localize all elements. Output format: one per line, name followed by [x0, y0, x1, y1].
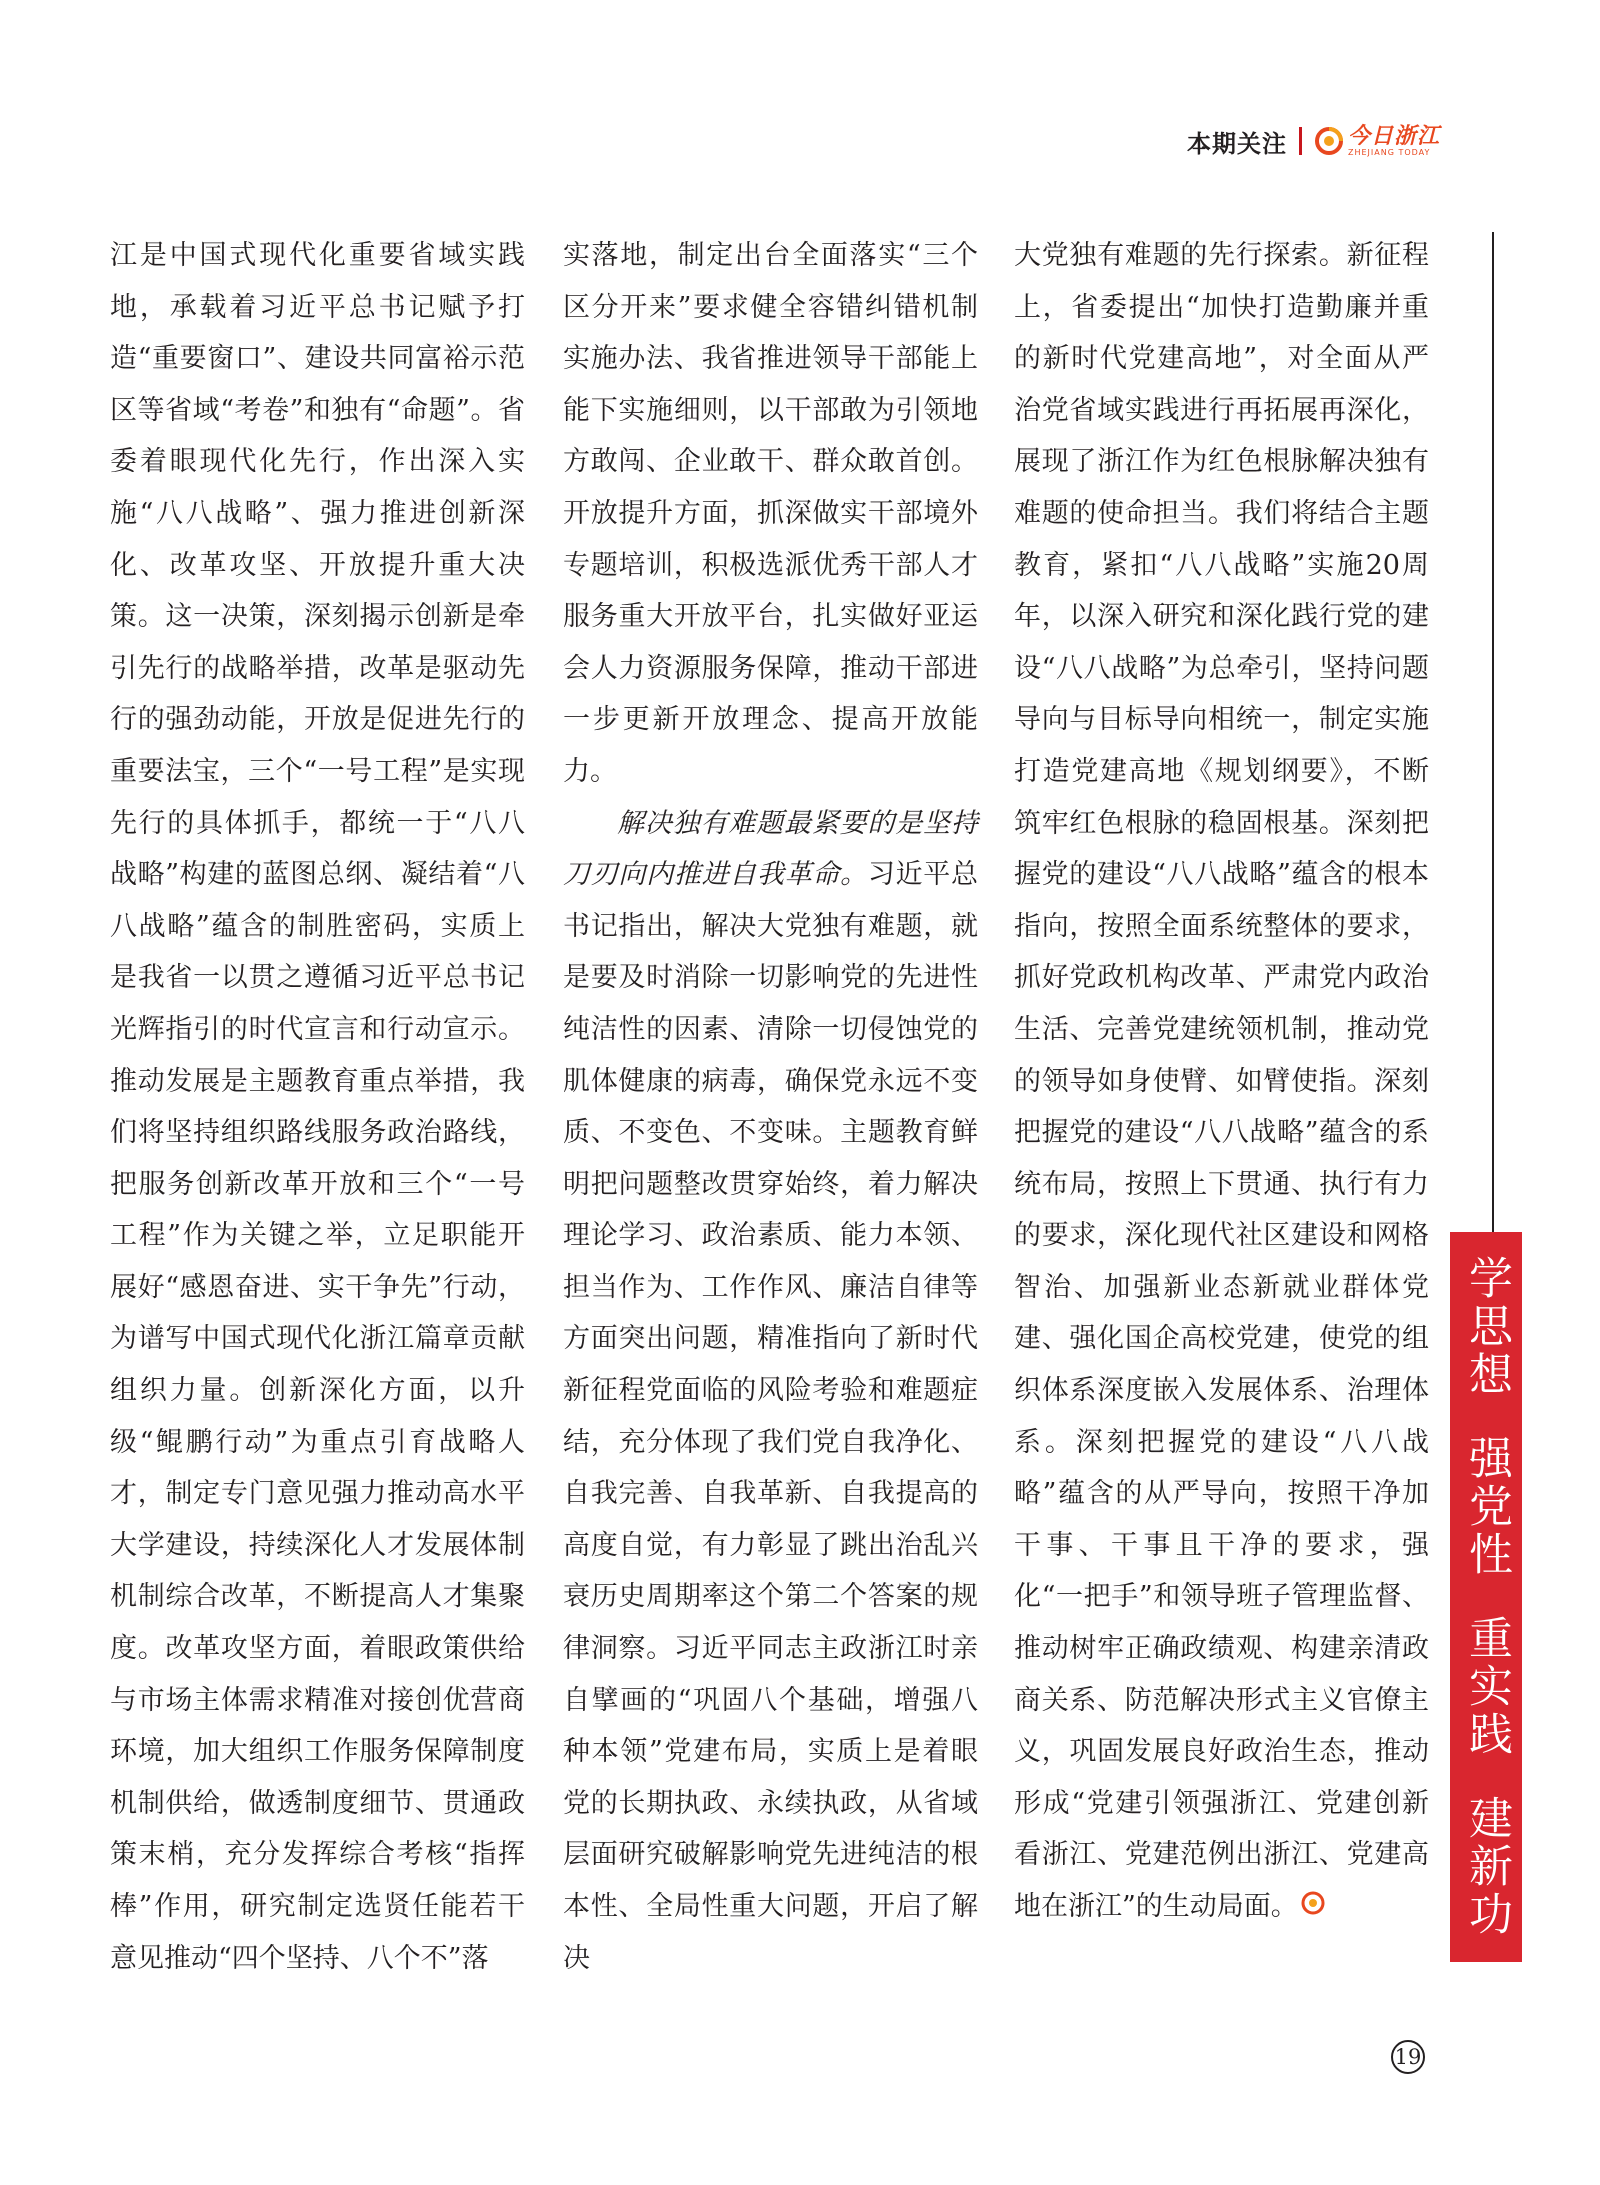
header-divider — [1299, 127, 1302, 155]
text-column-2 — [563, 230, 978, 1984]
column-rule — [1492, 232, 1494, 1232]
magazine-logo — [1314, 125, 1440, 157]
text-column-1 — [110, 230, 525, 1984]
paragraph: 江是中国式现代化重要省域实践地，承载着习近平总书记赋予打造“重要窗口”、建设共同富裕示范区等省域“考卷”和独有“命题”。省委着眼现代化先行，作出深入实施“八八战略”、强力推进创新深化、改革攻坚、开放提升重大决策。这一决策，深刻揭示创新是牵引先行的战略举措，改革是驱动先行的强劲动能，开放是促进先行的重要法宝，三个“一号工程”是实现先行的具体抓手，都统一于“八八战略”构建的蓝图总纲、凝结着“八八战略”蕴含的制胜密码，实质上是我省一以贯之遵循习近平总书记光辉指引的时代宣言和行动宣示。推动发展是主题教育重点举措，我们将坚持组织路线服务政治路线，把服务创新改革开放和三个“一号工程”作为关键之举，立足职能开展好“感恩奋进、实干争先”行动，为谱写中国式现代化浙江篇章贡献组织力量。创新深化方面，以升级“鲲鹏行动”为重点引育战略人才，制定专门意见强力推动高水平大学建设，持续深化人才发展体制机制综合改革，不断提高人才集聚度。改革攻坚方面，着眼政策供给与市场主体需求精准对接创优营商环境，加大组织工作服务保障制度机制供给，做透制度细节、贯通政策末梢，充分发挥综合考核“指挥棒”作用，研究制定选贤任能若干意见推动“四个坚持、八个不”落 — [110, 240, 525, 1974]
page-header — [1187, 120, 1440, 162]
text-column-3 — [1014, 230, 1429, 1933]
paragraph-body: 大党独有难题的先行探索。新征程上，省委提出“加快打造勤廉并重的新时代党建高地”，对全面从严治党省域实践进行再拓展再深化，展现了浙江作为红色根脉解决独有难题的使命担当。我们将结合主题教育，紧扣“八八战略”实施20周年，以深入研究和深化践行党的建设“八八战略”为总牵引，坚持问题导向与目标导向相统一，制定实施打造党建高地《规划纲要》，不断筑牢红色根脉的稳固根基。深刻把握党的建设“八八战略”蕴含的根本指向，按照全面系统整体的要求，抓好党政机构改革、严肃党内政治生活、完善党建统领机制，推动党的领导如身使臂、如臂使指。深刻把握党的建设“八八战略”蕴含的系统布局，按照上下贯通、执行有力的要求，深化现代社区建设和网格智治、加强新业态新就业群体党建、强化国企高校党建，使党的组织体系深度嵌入发展体系、治理体系。深刻把握党的建设“八八战略”蕴含的从严导向，按照干净加干事、干事且干净的要求，强化“一把手”和领导班子管理监督、推动树牢正确政绩观、构建亲清政商关系、防范解决形式主义官僚主义，巩固发展良好政治生态，推动形成“党建引领强浙江、党建创新看浙江、党建范例出浙江、党建高地在浙江”的生动局面。 — [1014, 240, 1429, 1922]
section-label: 本期关注 — [1186, 129, 1287, 158]
logo-chinese-text: 今日浙江 — [1347, 123, 1440, 149]
logo-swirl-icon — [1314, 126, 1344, 156]
paragraph — [1014, 230, 1429, 1933]
paragraph-with-lead — [563, 798, 978, 1985]
side-banner — [1450, 1232, 1522, 1962]
end-mark-icon — [1300, 1882, 1326, 1934]
paragraph: 实落地，制定出台全面落实“三个区分开来”要求健全容错纠错机制实施办法、我省推进领导干部能上能下实施细则，以干部敢为引领地方敢闯、企业敢干、群众敢首创。开放提升方面，抓深做实干部境外专题培训，积极选派优秀干部人才服务重大开放平台，扎实做好亚运会人力资源服务保障，推动干部进一步更新开放理念、提高开放能力。 — [563, 240, 978, 787]
page-number: 19 — [1391, 2040, 1425, 2074]
paragraph-lead-sentence: 解决独有难题最紧要的是坚持刀刃向内推进自我革命。 — [563, 807, 978, 891]
paragraph-body: 习近平总书记指出，解决大党独有难题，就是要及时消除一切影响党的先进性纯洁性的因素、清除一切侵蚀党的肌体健康的病毒，确保党永远不变质、不变色、不变味。主题教育鲜明把问题整改贯穿始终，着力解决理论学习、政治素质、能力本领、担当作为、工作作风、廉洁自律等方面突出问题，精准指向了新时代新征程党面临的风险考验和难题症结，充分体现了我们党自我净化、自我完善、自我革新、自我提高的高度自觉，有力彰显了跳出治乱兴衰历史周期率这个第二个答案的规律洞察。习近平同志主政浙江时亲自擘画的“巩固八个基础，增强八种本领”党建布局，实质上是着眼党的长期执政、永续执政，从省域层面研究破解影响党先进纯洁的根本性、全局性重大问题，开启了解决 — [563, 859, 979, 1974]
logo-english-text: ZHEJIANG TODAY — [1347, 148, 1431, 157]
side-banner-text: 学思想 强党性 重实践 建新功 — [1461, 1255, 1512, 1939]
